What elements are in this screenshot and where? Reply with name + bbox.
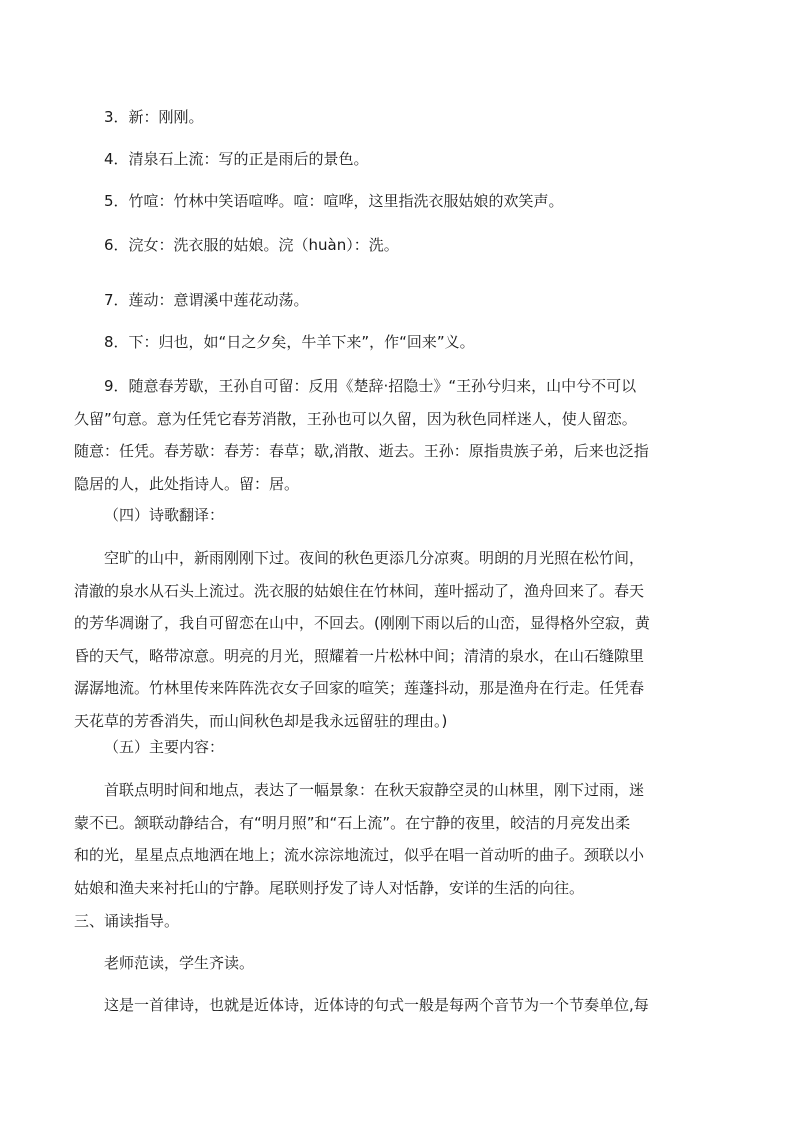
reading-explanation: 这是一首律诗，也就是近体诗，近体诗的句式一般是每两个音节为一个节奏单位,每 — [104, 996, 649, 1014]
translation-line: 的芳华凋谢了，我自可留恋在山中，不回去。(刚刚下雨以后的山峦，显得格外空寂，黄 — [74, 614, 650, 632]
note-9-line: 隐居的人，此处指诗人。留：居。 — [74, 474, 300, 493]
section-4-heading: （四）诗歌翻译： — [104, 506, 225, 524]
section-3-heading: 三、诵读指导。 — [74, 912, 180, 930]
main-content-line: 姑娘和渔夫来衬托山的宁静。尾联则抒发了诗人对恬静，安详的生活的向往。 — [74, 878, 585, 897]
translation-line: 潺潺地流。竹林里传来阵阵洗衣女子回家的喧笑；莲蓬抖动，那是渔舟在行走。任凭春 — [74, 679, 645, 697]
translation-line: 空旷的山中，新雨刚刚下过。夜间的秋色更添几分凉爽。明朗的月光照在松竹间， — [104, 549, 645, 567]
translation-line: 昏的天气，略带凉意。明亮的月光，照耀着一片松林中间；清清的泉水，在山石缝隙里 — [74, 646, 645, 665]
translation-line: 清澈的泉水从石头上流过。洗衣服的姑娘住在竹林间，莲叶摇动了，渔舟回来了。春天 — [74, 581, 645, 600]
note-9-line: 9．随意春芳歇，王孙自可留：反用《楚辞·招隐士》“王孙兮归来，山中兮不可以 — [104, 377, 637, 395]
note-6: 6．浣女：洗衣服的姑娘。浣（huàn）：洗。 — [104, 236, 399, 254]
main-content-paragraph — [74, 774, 738, 904]
note-9-line: 久留”句意。意为任凭它春芳消散，王孙也可以久留，因为秋色同样迷人，使人留恋。 — [74, 409, 637, 428]
note-7: 7．莲动：意谓溪中莲花动荡。 — [104, 291, 309, 309]
section-5-heading: （五）主要内容： — [104, 738, 225, 756]
reading-instruction: 老师范读，学生齐读。 — [104, 954, 255, 972]
note-8: 8．下：归也，如“日之夕矣，牛羊下来”，作“回来”义。 — [104, 333, 475, 351]
main-content-line: 和的光，星星点点地洒在地上；流水淙淙地流过，似乎在唱一首动听的曲子。颈联以小 — [74, 846, 645, 864]
note-5: 5．竹喧：竹林中笑语喧哗。喧：喧哗，这里指洗衣服姑娘的欢笑声。 — [104, 192, 564, 210]
translation-paragraph — [74, 542, 738, 737]
translation-line: 天花草的芳香消失，而山间秋色却是我永远留驻的理由。) — [74, 711, 448, 730]
note-3: 3．新：刚刚。 — [104, 108, 204, 126]
main-content-line: 蒙不已。颔联动静结合，有“明月照”和“石上流”。在宁静的夜里，皎洁的月亮发出柔 — [74, 813, 631, 832]
note-4: 4．清泉石上流：写的正是雨后的景色。 — [104, 150, 369, 168]
note-9-line: 随意：任凭。春芳歇：春芳：春草；歇,消散、逝去。王孙：原指贵族子弟，后来也泛指 — [74, 442, 649, 460]
note-9 — [74, 370, 738, 500]
main-content-line: 首联点明时间和地点，表达了一幅景象：在秋天寂静空灵的山林里，刚下过雨，迷 — [104, 781, 645, 799]
